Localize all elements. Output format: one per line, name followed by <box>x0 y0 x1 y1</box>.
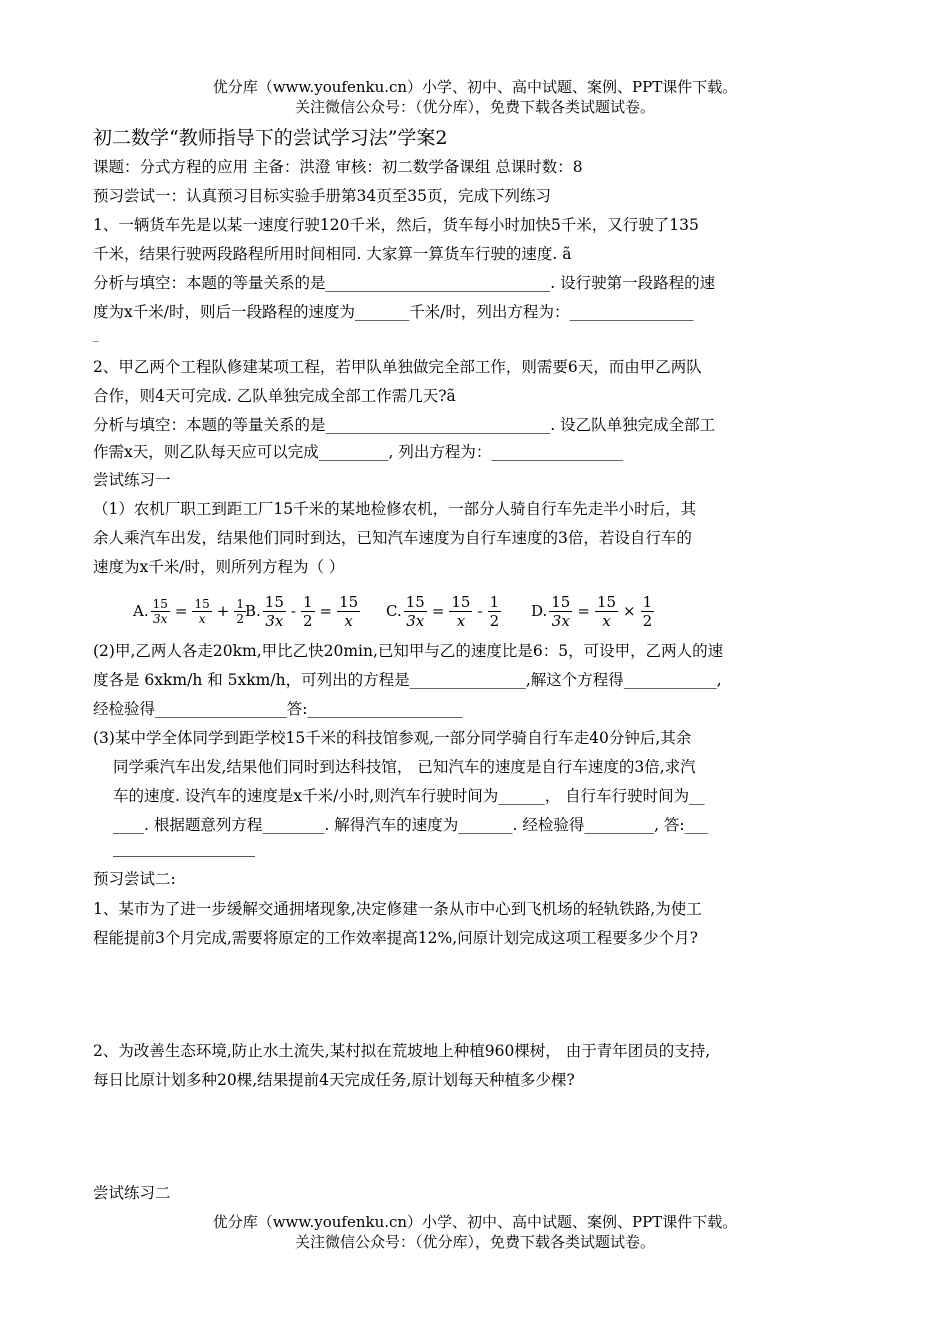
preview1-q2-line3: 分析与填空：本题的等量关系的是_____________________________. 设乙队单独完成全部工 <box>93 416 716 434</box>
practice1-p2-line2: 度各是 6xkm/h 和 5xkm/h，可列出的方程是_______________,解这个方程得____________, <box>93 671 722 689</box>
denominator: 2 <box>489 611 500 630</box>
preview1-q2-line1: 2、甲乙两个工程队修建某项工程，若甲队单独做完全部工作，则需要6天，而由甲乙两队 <box>93 358 702 376</box>
equals-sign: = <box>174 602 188 620</box>
preview1-heading: 预习尝试一：认真预习目标实验手册第34页至35页，完成下列练习 <box>93 187 551 205</box>
preview1-q1-line4: 度为x千米/时，则后一段路程的速度为_______千米/时，列出方程为：________________ <box>93 303 694 321</box>
numerator: 15 <box>264 592 284 611</box>
fraction <box>595 593 618 630</box>
denominator: 2 <box>302 611 313 630</box>
practice1-p1-line3: 速度为x千米/时，则所列方程为（ ） <box>93 558 345 576</box>
option-a[interactable] <box>133 586 248 636</box>
denominator: 3x <box>551 611 570 630</box>
practice2-heading: 尝试练习二 <box>93 1184 171 1202</box>
header-line-2: 关注微信公众号：（优分库），免费下载各类试题试卷。 <box>294 98 655 116</box>
option-a-label: A. <box>133 602 149 620</box>
footer-line-1: 优分库（www.youfenku.cn）小学、初中、高中试题、案例、PPT课件下载。 <box>212 1213 738 1231</box>
minus-sign: - <box>290 602 296 620</box>
denominator: x <box>456 611 466 630</box>
plus-sign: + <box>216 602 230 620</box>
practice1-p1-line1: （1）农机厂职工到距工厂15千米的某地检修农机，一部分人骑自行车先走半小时后，其 <box>93 500 697 518</box>
fraction <box>263 593 286 630</box>
preview2-q2-line2: 每日比原计划多种20棵,结果提前4天完成任务,原计划每天种植多少棵? <box>93 1071 575 1089</box>
answer-blank-line <box>113 856 255 857</box>
denominator: 3x <box>153 611 168 626</box>
numerator: 1 <box>489 592 500 611</box>
numerator: 15 <box>451 592 471 611</box>
denominator: 3x <box>265 611 284 630</box>
numerator: 15 <box>596 592 617 611</box>
fraction <box>337 593 360 630</box>
preview1-q2-line2: 合作，则4天可完成. 乙队单独完成全部工作需几天?ã <box>93 387 456 405</box>
denominator: 2 <box>236 611 244 626</box>
fraction <box>404 593 427 630</box>
footer-line-2: 关注微信公众号：（优分库），免费下载各类试题试卷。 <box>294 1233 655 1251</box>
fraction <box>488 593 502 630</box>
preview1-q1-line5: _ <box>93 329 99 342</box>
preview2-heading: 预习尝试二: <box>93 870 176 888</box>
numerator: 15 <box>405 592 425 611</box>
practice1-p3-line4: ____. 根据题意列方程________. 解得汽车的速度为_______. 经检验得_________, 答:___ <box>113 816 708 834</box>
practice1-p3-line3: 车的速度. 设汽车的速度是x千米/小时,则汽车行驶时间为______， 自行车行驶时间为__ <box>113 787 705 805</box>
practice1-heading: 尝试练习一 <box>93 471 171 489</box>
denominator: x <box>198 611 206 626</box>
preview2-q2-line1: 2、为改善生态环境,防止水土流失,某村拟在荒坡地上种植960棵树， 由于青年团员的支持, <box>93 1042 711 1060</box>
fraction <box>192 597 211 626</box>
equals-sign: = <box>319 602 333 620</box>
numerator: 1 <box>236 596 244 611</box>
preview1-q1-line2: 千米，结果行驶两段路程所用时间相同. 大家算一算货车行驶的速度. ã <box>93 245 572 263</box>
fraction <box>641 593 655 630</box>
preview2-q1-line1: 1、某市为了进一步缓解交通拥堵现象,决定修建一条从市中心到飞机场的轻轨铁路,为使工 <box>93 900 702 918</box>
numerator: 15 <box>194 596 210 611</box>
numerator: 15 <box>551 592 571 611</box>
option-d[interactable] <box>531 586 656 636</box>
fraction <box>151 597 170 626</box>
preview2-q1-line2: 程能提前3个月完成,需要将原定的工作效率提高12%,问原计划完成这项工程要多少个月? <box>93 929 698 947</box>
numerator: 15 <box>339 592 359 611</box>
header-line-1: 优分库（www.youfenku.cn）小学、初中、高中试题、案例、PPT课件下载。 <box>212 78 738 96</box>
fraction <box>301 593 315 630</box>
practice1-p2-line1: (2)甲,乙两人各走20km,甲比乙快20min,已知甲与乙的速度比是6：5，可设甲，乙两人的速 <box>93 642 724 660</box>
preview1-q1-line3: 分析与填空：本题的等量关系的是_____________________________. 设行驶第一段路程的速 <box>93 274 716 292</box>
denominator: 2 <box>642 611 653 630</box>
minus-sign: - <box>477 602 483 620</box>
preview1-q2-line4: 作需x天，则乙队每天应可以完成_________, 列出方程为：_________________ <box>93 443 624 461</box>
numerator: 15 <box>152 596 168 611</box>
equals-sign: = <box>577 602 590 620</box>
option-c-label: C. <box>386 602 402 620</box>
denominator: 3x <box>406 611 425 630</box>
option-d-label: D. <box>531 602 548 620</box>
times-sign: × <box>623 602 636 620</box>
practice1-p3-line2: 同学乘汽车出发,结果他们同时到达科技馆， 已知汽车的速度是自行车速度的3倍,求汽 <box>113 758 696 776</box>
practice1-p1-line2: 余人乘汽车出发，结果他们同时到达，已知汽车速度为自行车速度的3倍，若设自行车的 <box>93 529 692 547</box>
option-b[interactable] <box>245 586 362 636</box>
page-title: 初二数学“教师指导下的尝试学习法”学案2 <box>93 127 448 149</box>
answer-options <box>133 586 733 636</box>
fraction <box>449 593 472 630</box>
fraction <box>549 593 572 630</box>
practice1-p3-line1: (3)某中学全体同学到距学校15千米的科技馆参观,一部分同学骑自行车走40分钟后,其余 <box>93 729 692 747</box>
denominator: x <box>602 611 611 630</box>
numerator: 1 <box>642 592 653 611</box>
practice1-p2-line3: 经检验得_________________答:____________________ <box>93 700 463 718</box>
lesson-info: 课题：分式方程的应用 主备：洪澄 审核：初二数学备课组 总课时数：8 <box>93 158 583 176</box>
equals-sign: = <box>431 602 445 620</box>
option-c[interactable] <box>386 586 503 636</box>
denominator: x <box>344 611 353 630</box>
option-b-label: B. <box>245 602 261 620</box>
preview1-q1-line1: 1、一辆货车先是以某一速度行驶120千米，然后，货车每小时加快5千米，又行驶了135 <box>93 216 699 234</box>
numerator: 1 <box>302 592 313 611</box>
